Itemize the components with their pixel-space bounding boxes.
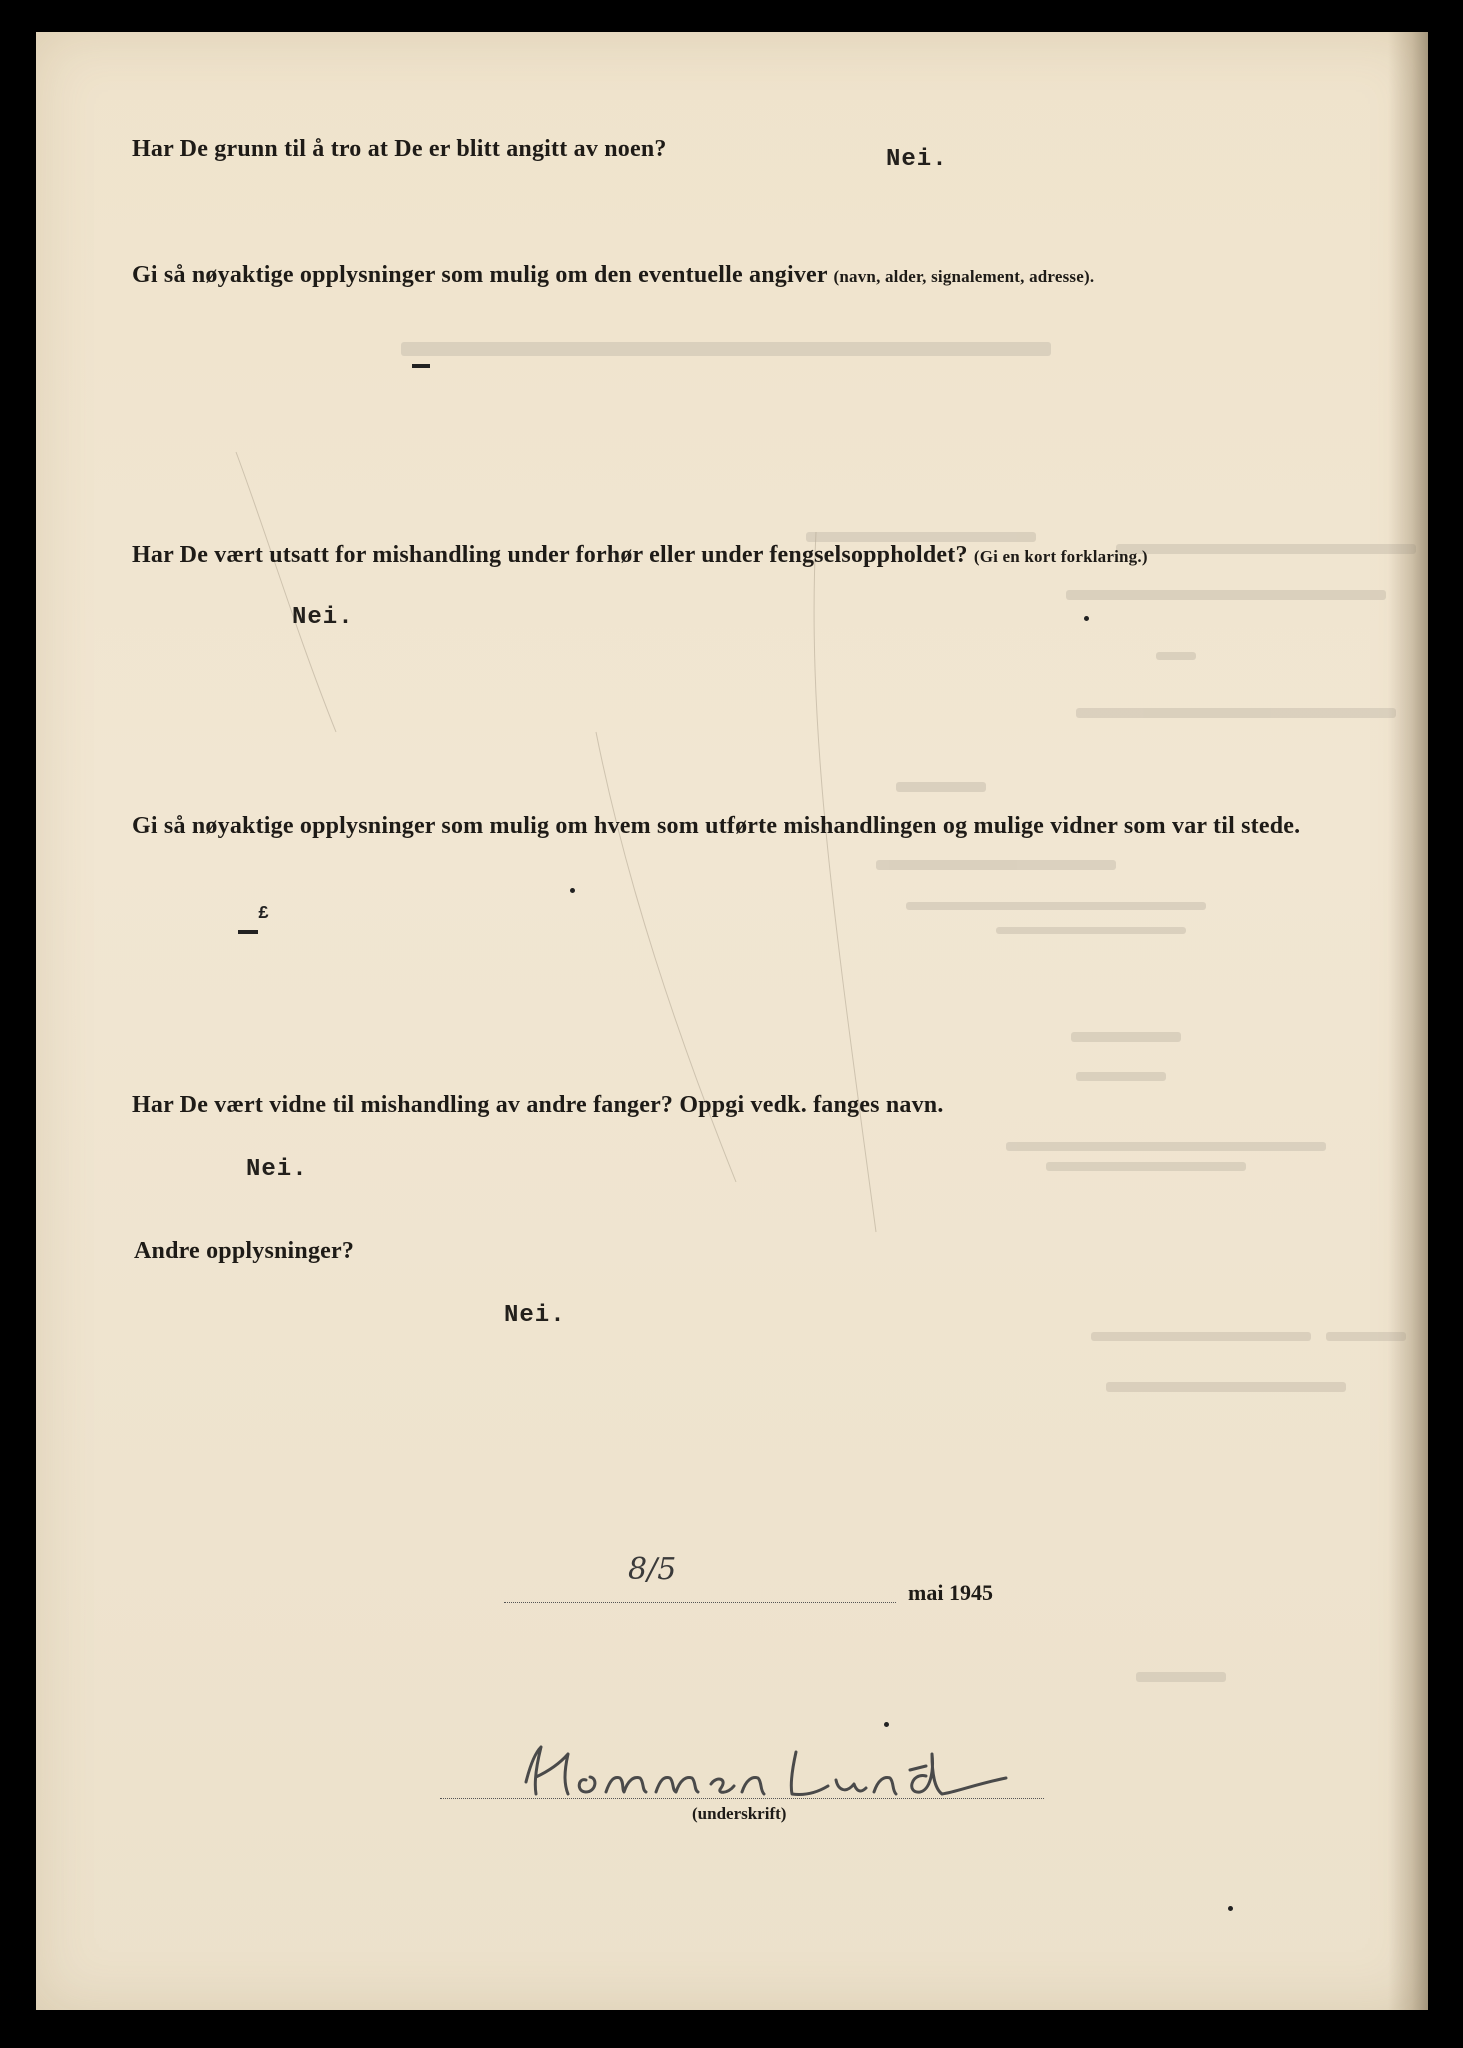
answer-mistreatment: Nei. — [292, 604, 354, 631]
answer-informer-dash — [412, 364, 430, 368]
date-dotted-line — [504, 1602, 896, 1603]
ink-speck — [1228, 1906, 1233, 1911]
answer-denounced: Nei. — [886, 146, 948, 173]
handwritten-date: 8/5 — [628, 1552, 677, 1587]
question-other-info: Andre opplysninger? — [134, 1238, 355, 1264]
answer-witnessed-others: Nei. — [246, 1156, 308, 1183]
reverse-side-show-through — [36, 32, 1428, 2010]
question-mistreatment: Har De vært utsatt for mishandling under forhør eller under fengselsoppholdet? (Gi en kort forklaring.) — [132, 542, 1148, 568]
answer-perpetrators-mark — [236, 898, 296, 948]
ink-speck — [1084, 616, 1089, 621]
date-month-year: mai 1945 — [908, 1580, 993, 1605]
svg-text:£: £ — [258, 904, 269, 924]
ink-speck — [570, 888, 575, 893]
question-informer-details: Gi så nøyaktige opplysninger som mulig om den eventuelle angiver (navn, alder, signalement, adresse). — [132, 262, 1095, 288]
page-edge-shadow — [1388, 32, 1428, 2010]
question-perpetrators-witnesses: Gi så nøyaktige opplysninger som mulig om hvem som utførte mishandlingen og mulige vidner som var til stede. — [132, 813, 1301, 839]
signature-dotted-line — [440, 1798, 1044, 1799]
answer-other-info: Nei. — [504, 1302, 566, 1329]
ink-speck — [884, 1722, 889, 1727]
question-witnessed-others: Har De vært vidne til mishandling av andre fanger? Oppgi vedk. fanges navn. — [132, 1092, 944, 1118]
question-denounced: Har De grunn til å tro at De er blitt angitt av noen? — [132, 136, 667, 162]
signature-caption: (underskrift) — [692, 1804, 787, 1823]
document-page — [36, 32, 1428, 2010]
